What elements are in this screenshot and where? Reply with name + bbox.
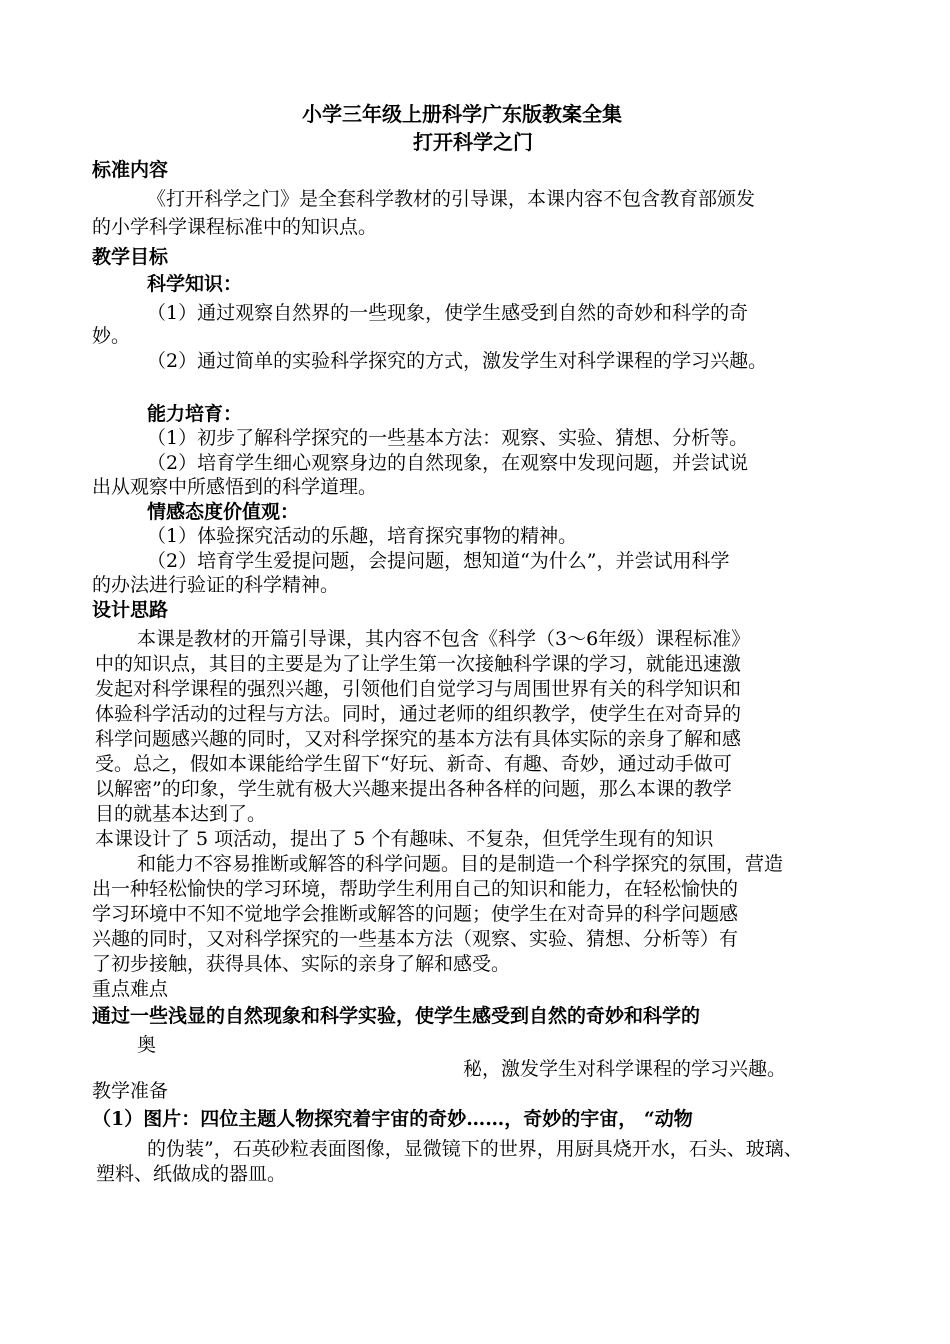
paragraph-line: （1）体验探究活动的乐趣，培育探究事物的精神。 [147,525,578,547]
paragraph-line: 出一种轻松愉快的学习环境，帮助学生利用自己的知识和能力，在轻松愉快的 [92,878,739,900]
paragraph-line: （2）培育学生爱提问题，会提问题，想知道“为什么”，并尝试用科学 [147,550,730,572]
paragraph-line: 妙。 [92,325,131,347]
paragraph-line: 受。总之，假如本课能给学生留下“好玩、新奇、有趣、奇妙，通过动手做可 [95,753,732,775]
paragraph-line: 重点难点 [92,978,169,1000]
paragraph-line: 兴趣的同时，又对科学探究的一些基本方法（观察、实验、猜想、分析等）有 [92,928,739,950]
paragraph-line: 目的就基本达到了。 [95,803,267,825]
paragraph-line: （1）初步了解科学探究的一些基本方法：观察、实验、猜想、分析等。 [147,427,749,449]
paragraph-line: 体验科学活动的过程与方法。同时，通过老师的组织教学，使学生在对奇异的 [95,703,742,725]
subheading-attitude: 情感态度价值观： [147,501,300,523]
paragraph-line: 出从观察中所感悟到的科学道理。 [92,476,378,498]
paragraph-line: 的小学科学课程标准中的知识点。 [92,216,378,238]
section-heading-design: 设计思路 [92,599,169,621]
document-title: 小学三年级上册科学广东版教案全集 [302,102,622,126]
paragraph-line: 和能力不容易推断或解答的科学问题。目的是制造一个科学探究的氛围，营造 [137,853,784,875]
paragraph-line: （2）培育学生细心观察身边的自然现象，在观察中发现问题，并尝试说 [147,452,749,474]
section-heading-goals: 教学目标 [92,246,169,268]
paragraph-line: 发起对科学课程的强烈兴趣，引领他们自觉学习与周围世界有关的科学知识和 [95,678,742,700]
paragraph-line: 秘，激发学生对科学课程的学习兴趣。 [463,1058,787,1080]
paragraph-line: 本课设计了 5 项活动，提出了 5 个有趣味、不复杂，但凭学生现有的知识 [95,828,714,850]
paragraph-line: 教学准备 [92,1080,169,1102]
paragraph-line: 塑料、纸做成的器皿。 [96,1163,287,1185]
paragraph-line: 了初步接触，获得具体、实际的亲身了解和感受。 [92,953,511,975]
document-subtitle: 打开科学之门 [413,130,533,154]
paragraph-line: 《打开科学之门》是全套科学教材的引导课，本课内容不包含教育部颁发 [147,188,756,210]
paragraph-line: 的伪装”，石英砂粒表面图像，显微镜下的世界，用厨具烧开水，石头、玻璃、 [147,1138,803,1160]
section-heading-preparation: （1）图片：四位主题人物探究着宇宙的奇妙……，奇妙的宇宙， “动物 [92,1108,693,1130]
paragraph-line: 的办法进行验证的科学精神。 [92,574,340,596]
subheading-knowledge: 科学知识： [147,273,243,295]
paragraph-line: （1）通过观察自然界的一些现象，使学生感受到自然的奇妙和科学的奇 [147,302,749,324]
section-heading-standard: 标准内容 [92,159,169,181]
paragraph-line: （2）通过简单的实验科学探究的方式，激发学生对科学课程的学习兴趣。 [147,350,768,372]
paragraph-line: 科学问题感兴趣的同时，又对科学探究的基本方法有具体实际的亲身了解和感 [95,728,742,750]
paragraph-line: 本课是教材的开篇引导课，其内容不包含《科学（3～6年级）课程标准》 [137,628,751,650]
section-heading-focus: 通过一些浅显的自然现象和科学实验，使学生感受到自然的奇妙和科学的 [92,1005,701,1027]
paragraph-line: 以解密”的印象，学生就有极大兴趣来提出各种各样的问题，那么本课的教学 [95,778,732,800]
subheading-ability: 能力培育： [147,403,243,425]
paragraph-line: 学习环境中不知不觉地学会推断或解答的问题；使学生在对奇异的科学问题感 [92,903,739,925]
paragraph-line: 奥 [137,1034,157,1056]
paragraph-line: 中的知识点，其目的主要是为了让学生第一次接触科学课的学习，就能迅速激 [95,653,742,675]
